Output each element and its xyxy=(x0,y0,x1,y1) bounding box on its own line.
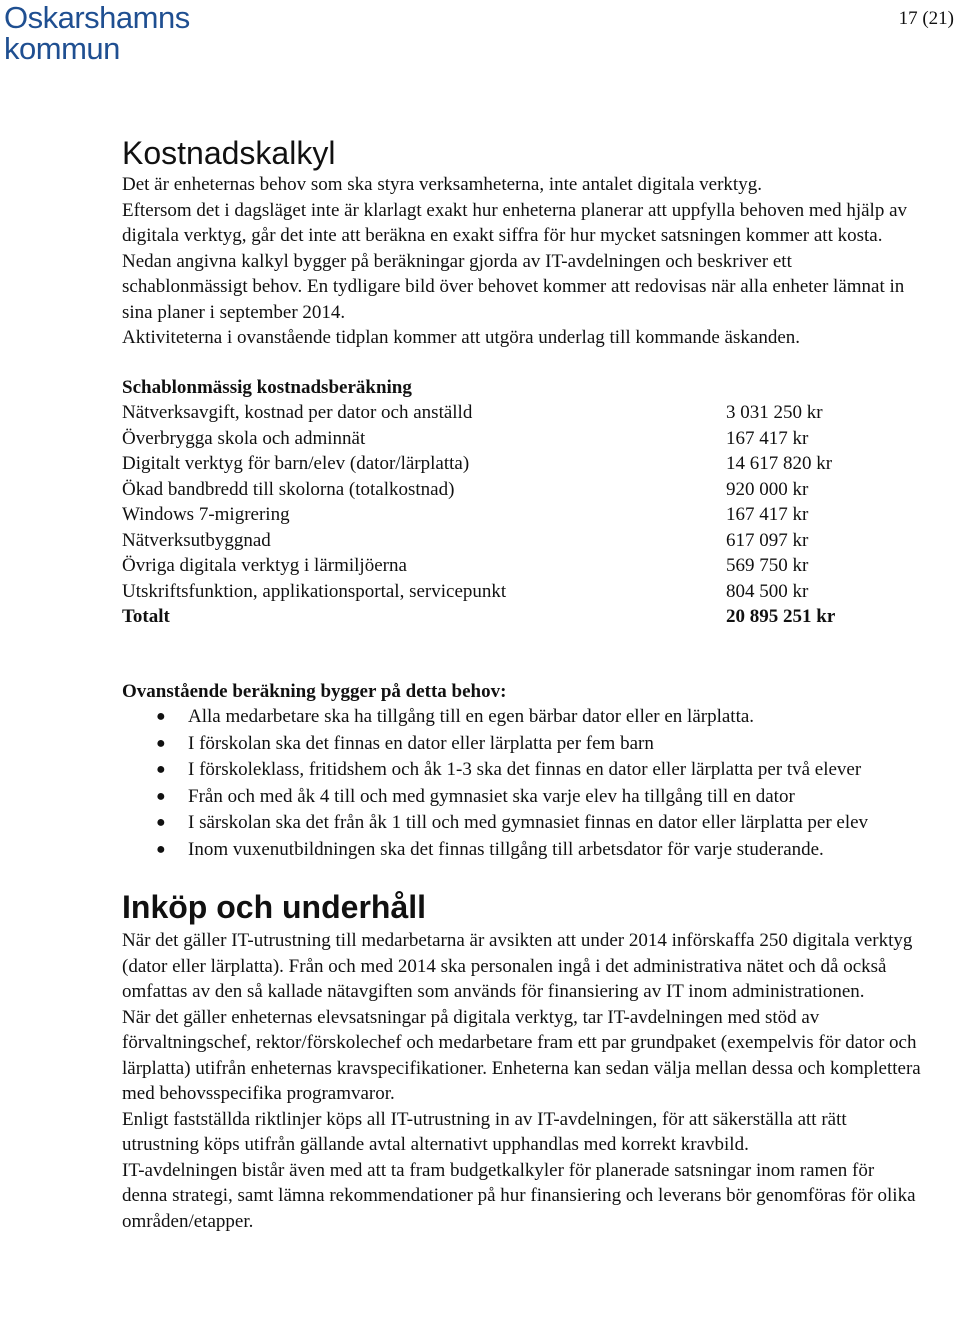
cost-label: Windows 7-migrering xyxy=(122,504,290,525)
cost-total-value: 20 895 251 kr xyxy=(726,606,836,627)
cost-row xyxy=(122,553,835,579)
list-item-text: I särskolan ska det från åk 1 till och med gymnasiet finnas en dator eller lärplatta per elev xyxy=(188,812,869,833)
cost-row xyxy=(122,477,835,503)
cost-row xyxy=(122,426,835,452)
list-item xyxy=(122,757,922,784)
cost-label: Utskriftsfunktion, applikationsportal, servicepunkt xyxy=(122,580,507,602)
section-title-kostnadskalkyl: Kostnadskalkyl xyxy=(122,135,336,171)
cost-table xyxy=(122,400,835,630)
cost-value: 920 000 kr xyxy=(726,478,809,500)
cost-label: Digitalt verktyg för barn/elev (dator/lärplatta) xyxy=(122,453,470,474)
cost-label: Övriga digitala verktyg i lärmiljöerna xyxy=(122,555,407,576)
needs-section xyxy=(122,679,922,864)
paragraph: IT-avdelningen bistår även med att ta fram budgetkalkyler för planerade satsningar inom ramen för denna strategi, samt lämna rekommendationer på hur finansiering och leverans bör genomföras för olika områden/etapper. xyxy=(122,1159,916,1232)
municipality-logo xyxy=(4,2,190,64)
section-title-inkop: Inköp och underhåll xyxy=(122,889,427,925)
cost-section xyxy=(122,375,922,630)
cost-label: Överbrygga skola och adminnät xyxy=(122,427,366,449)
list-item-text: Inom vuxenutbildningen ska det finnas tillgång till arbetsdator för varje studerande. xyxy=(188,838,824,860)
cost-row xyxy=(122,400,835,426)
list-item xyxy=(122,784,922,811)
cost-value: 569 750 kr xyxy=(726,555,809,576)
cost-row xyxy=(122,502,835,528)
paragraph: Eftersom det i dagsläget inte är klarlagt exakt hur enheterna planerar att uppfylla behoven med hjälp av digitala verktyg, går det inte att beräkna en exakt siffra för hur mycket satsningen kommer att kosta. Nedan angivna kalkyl bygger på beräkningar gjorda av IT-avdelningen och beskriver ett schablonmässigt behov. En tydligare bild över behovet kommer att redovisas när alla enheter lämnat in sina planer i september 2014. xyxy=(122,199,908,323)
list-item xyxy=(122,810,922,837)
cost-label: Ökad bandbredd till skolorna (totalkostnad) xyxy=(122,478,455,500)
list-item-text: I förskolan ska det finnas en dator eller lärplatta per fem barn xyxy=(188,732,654,754)
paragraph: När det gäller enheternas elevsatsningar på digitala verktyg, tar IT-avdelningen med stöd av förvaltningschef, rektor/förskolechef och medarbetare fram ett par grundpaket (exempelvis för dator och lärplatta) utifrån enheternas kravspecifikationer. Enheterna kan sedan välja mellan dessa och komplettera med behovsspecifika programvaror. xyxy=(122,1006,921,1104)
cost-value: 167 417 kr xyxy=(726,427,809,449)
bullet-icon: ● xyxy=(156,840,166,858)
cost-value: 14 617 820 kr xyxy=(726,453,833,474)
paragraph: Enligt fastställda riktlinjer köps all IT-utrustning in av IT-avdelningen, för att säkerställa att rätt utrustning köps utifrån gällande avtal alternativt upphandlas med korrekt kravbild. xyxy=(122,1108,847,1155)
logo-line-2: kommun xyxy=(4,31,120,66)
needs-list xyxy=(122,704,922,863)
bullet-icon: ● xyxy=(156,814,166,831)
cost-row xyxy=(122,528,835,554)
bullet-icon: ● xyxy=(156,761,166,778)
cost-table-title: Schablonmässig kostnadsberäkning xyxy=(122,376,412,398)
cost-value: 804 500 kr xyxy=(726,580,809,602)
cost-row xyxy=(122,579,835,605)
needs-title: Ovanstående beräkning bygger på detta behov: xyxy=(122,680,507,702)
list-item xyxy=(122,837,922,864)
bullet-icon: ● xyxy=(156,734,166,752)
cost-total-label: Totalt xyxy=(122,606,170,627)
list-item xyxy=(122,704,922,731)
logo-line-1: Oskarshamns xyxy=(4,0,190,35)
bullet-icon: ● xyxy=(156,708,166,725)
cost-total-row xyxy=(122,604,835,630)
list-item-text: Från och med åk 4 till och med gymnasiet ska varje elev ha tillgång till en dator xyxy=(188,785,795,807)
paragraph: Aktiviteterna i ovanstående tidplan kommer att utgöra underlag till kommande äskanden. xyxy=(122,327,800,348)
list-item xyxy=(122,731,922,758)
document-body xyxy=(122,135,922,1234)
paragraph: När det gäller IT-utrustning till medarbetarna är avsikten att under 2014 införskaffa 250 digitala verktyg (dator eller lärplatta). Från och med 2014 ska personalen ingå i det administrativa nätet och då också omfattas av den så kallade nätavgiften som används för finansiering av IT inom administrationen. xyxy=(122,930,913,1002)
page-number: 17 (21) xyxy=(898,8,954,29)
bullet-icon: ● xyxy=(156,787,166,805)
cost-value: 3 031 250 kr xyxy=(726,402,823,423)
cost-label: Nätverksavgift, kostnad per dator och anställd xyxy=(122,402,473,423)
cost-value: 167 417 kr xyxy=(726,504,809,525)
cost-value: 617 097 kr xyxy=(726,529,809,551)
cost-row xyxy=(122,451,835,477)
list-item-text: I förskoleklass, fritidshem och åk 1-3 ska det finnas en dator eller lärplatta per två elever xyxy=(188,759,862,780)
list-item-text: Alla medarbetare ska ha tillgång till en egen bärbar dator eller en lärplatta. xyxy=(188,706,755,727)
paragraph: Det är enheternas behov som ska styra verksamheterna, inte antalet digitala verktyg. xyxy=(122,174,762,195)
cost-label: Nätverksutbyggnad xyxy=(122,529,271,551)
